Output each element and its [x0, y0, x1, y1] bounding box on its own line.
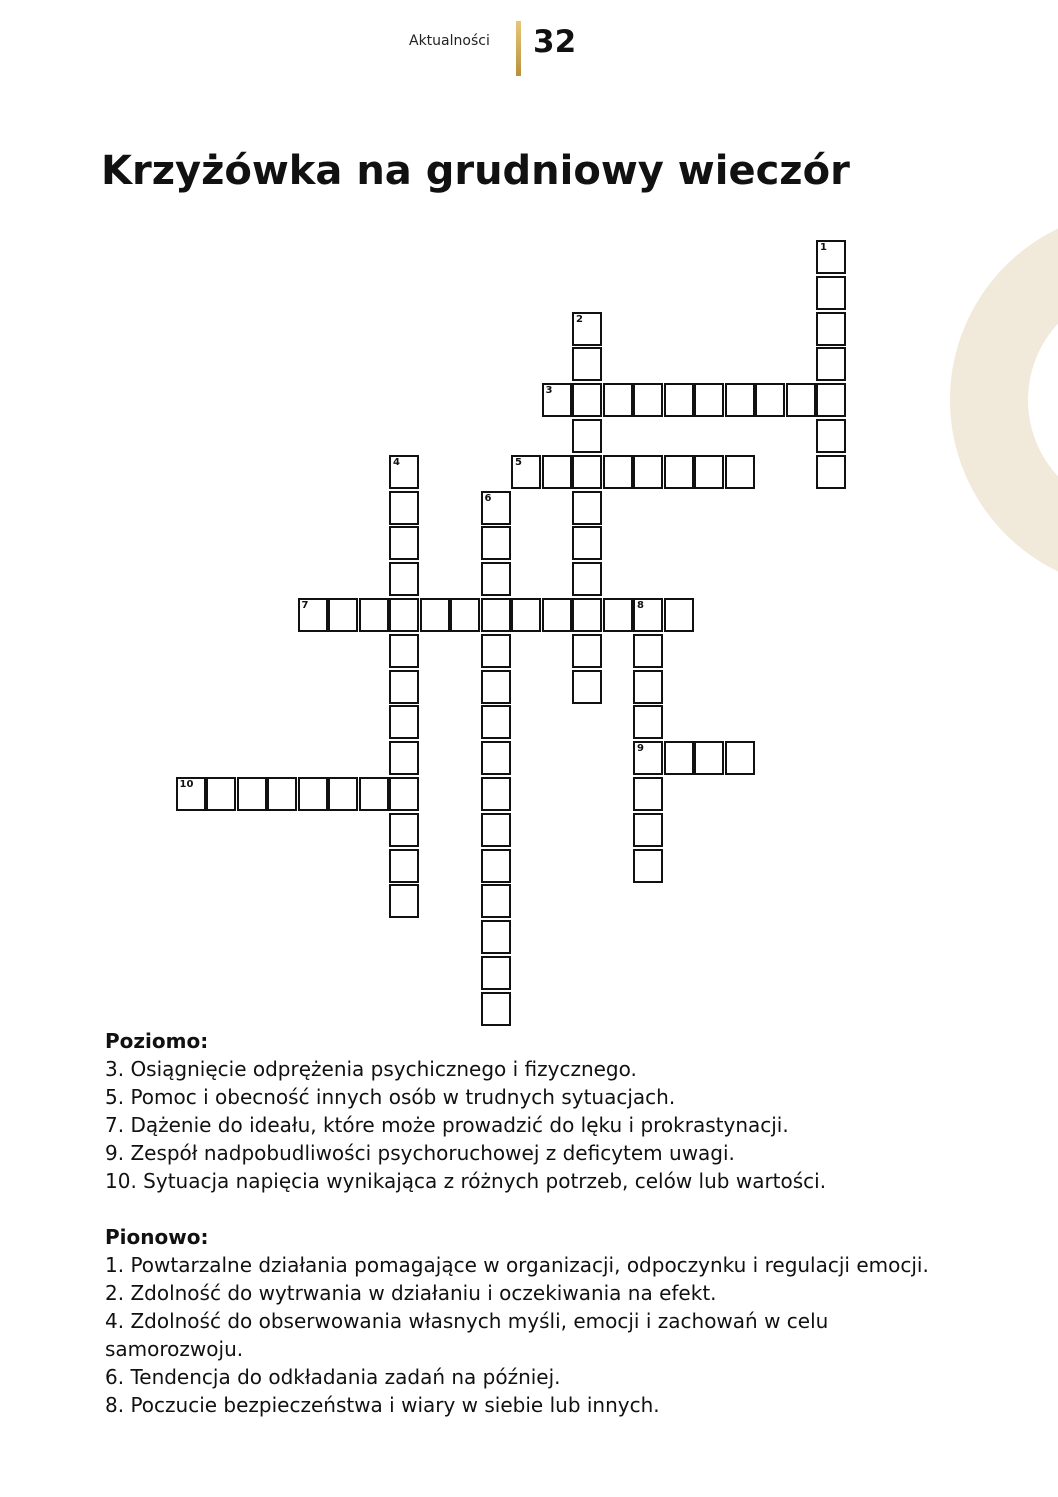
crossword-cell[interactable] — [572, 383, 602, 417]
crossword-cell[interactable] — [572, 347, 602, 381]
crossword-cell[interactable] — [572, 312, 602, 346]
crossword-cell[interactable] — [816, 419, 846, 453]
crossword-cell[interactable] — [176, 777, 206, 811]
across-clue-7: 7. Dążenie do ideału, które może prowadzić do lęku i prokrastynacji. — [105, 1113, 789, 1137]
crossword-cell[interactable] — [633, 455, 663, 489]
crossword-cell[interactable] — [633, 777, 663, 811]
across-clue-9: 9. Zespół nadpobudliwości psychoruchowej z deficytem uwagi. — [105, 1141, 735, 1165]
crossword-cell[interactable] — [206, 777, 236, 811]
crossword-cell[interactable] — [572, 455, 602, 489]
clue-number: 10 — [179, 779, 194, 790]
crossword-cell[interactable] — [267, 777, 297, 811]
crossword-cell[interactable] — [633, 383, 663, 417]
crossword-cell[interactable] — [328, 777, 358, 811]
crossword-cell[interactable] — [389, 491, 419, 525]
crossword-cell[interactable] — [237, 777, 267, 811]
crossword-cell[interactable] — [542, 455, 572, 489]
crossword-cell[interactable] — [511, 455, 541, 489]
crossword-cell[interactable] — [694, 741, 724, 775]
crossword-cell[interactable] — [359, 777, 389, 811]
crossword-cell[interactable] — [572, 419, 602, 453]
crossword-cell[interactable] — [389, 741, 419, 775]
down-clue-8: 8. Poczucie bezpieczeństwa i wiary w siebie lub innych. — [105, 1393, 660, 1417]
crossword-cell[interactable] — [481, 884, 511, 918]
crossword-cell[interactable] — [481, 670, 511, 704]
crossword-cell[interactable] — [725, 455, 755, 489]
crossword-cell[interactable] — [572, 526, 602, 560]
down-clue-1: 1. Powtarzalne działania pomagające w organizacji, odpoczynku i regulacji emocji. — [105, 1253, 929, 1277]
crossword-cell[interactable] — [359, 598, 389, 632]
crossword-cell[interactable] — [389, 455, 419, 489]
crossword-cell[interactable] — [572, 634, 602, 668]
page-title: Krzyżówka na grudniowy wieczór — [101, 148, 850, 194]
clue-number: 2 — [576, 313, 583, 325]
crossword-cell[interactable] — [298, 598, 328, 632]
crossword-cell[interactable] — [664, 383, 694, 417]
crossword-cell[interactable] — [481, 849, 511, 883]
crossword-cell[interactable] — [481, 634, 511, 668]
crossword-cell[interactable] — [633, 741, 663, 775]
crossword-cell[interactable] — [389, 884, 419, 918]
clue-number: 8 — [637, 600, 644, 611]
page-number: 32 — [533, 24, 577, 60]
down-clue-6: 6. Tendencja do odkładania zadań na później. — [105, 1365, 561, 1389]
crossword-cell[interactable] — [481, 920, 511, 954]
crossword-cell[interactable] — [481, 705, 511, 739]
clue-number: 7 — [301, 600, 309, 611]
clue-number: 5 — [515, 456, 522, 468]
crossword-cell[interactable] — [603, 598, 633, 632]
crossword-cell[interactable] — [542, 383, 572, 417]
crossword-cell[interactable] — [633, 598, 663, 632]
across-clue-10: 10. Sytuacja napięcia wynikająca z różnych potrzeb, celów lub wartości. — [105, 1169, 827, 1193]
crossword-cell[interactable] — [481, 777, 511, 811]
crossword-cell[interactable] — [816, 455, 846, 489]
clue-number: 9 — [637, 743, 644, 755]
crossword-cell[interactable] — [603, 383, 633, 417]
down-clue-2: 2. Zdolność do wytrwania w działaniu i oczekiwania na efekt. — [105, 1281, 717, 1305]
crossword-cell[interactable] — [816, 276, 846, 310]
crossword-cell[interactable] — [481, 992, 511, 1026]
crossword-cell[interactable] — [389, 849, 419, 883]
crossword-cell[interactable] — [633, 670, 663, 704]
crossword-cell[interactable] — [633, 705, 663, 739]
crossword-cell[interactable] — [816, 312, 846, 346]
crossword-cell[interactable] — [328, 598, 358, 632]
crossword-cell[interactable] — [633, 849, 663, 883]
crossword-cell[interactable] — [481, 491, 511, 525]
clue-number: 4 — [393, 456, 400, 468]
crossword-cell[interactable] — [481, 741, 511, 775]
across-clue-5: 5. Pomoc i obecność innych osób w trudnych sytuacjach. — [105, 1085, 676, 1109]
crossword-cell[interactable] — [481, 813, 511, 847]
crossword-cell[interactable] — [816, 383, 846, 417]
crossword-cell[interactable] — [603, 455, 633, 489]
crossword-cell[interactable] — [389, 777, 419, 811]
crossword-cell[interactable] — [450, 598, 480, 632]
crossword-cell[interactable] — [389, 813, 419, 847]
down-clue-4: 4. Zdolność do obserwowania własnych myśli, emocji i zachowań w celu samorozwoju. — [105, 1309, 829, 1361]
crossword-cell[interactable] — [725, 383, 755, 417]
crossword-cell[interactable] — [755, 383, 785, 417]
crossword-cell[interactable] — [633, 813, 663, 847]
crossword-cell[interactable] — [481, 956, 511, 990]
crossword-cell[interactable] — [481, 598, 511, 632]
crossword-cell[interactable] — [816, 240, 846, 274]
crossword-cell[interactable] — [420, 598, 450, 632]
across-clue-3: 3. Osiągnięcie odprężenia psychicznego i fizycznego. — [105, 1057, 637, 1081]
crossword-cell[interactable] — [572, 670, 602, 704]
crossword-cell[interactable] — [725, 741, 755, 775]
crossword-cell[interactable] — [481, 526, 511, 560]
crossword-cell[interactable] — [389, 526, 419, 560]
clue-number: 6 — [484, 492, 492, 504]
crossword-cell[interactable] — [572, 598, 602, 632]
crossword-cell[interactable] — [511, 598, 541, 632]
crossword-cell[interactable] — [389, 562, 419, 596]
across-heading: Poziomo: — [105, 1029, 209, 1053]
crossword-cell[interactable] — [664, 598, 694, 632]
crossword-cell[interactable] — [664, 741, 694, 775]
crossword-cell[interactable] — [542, 598, 572, 632]
crossword-cell[interactable] — [298, 777, 328, 811]
crossword-cell[interactable] — [389, 670, 419, 704]
crossword-cell[interactable] — [481, 562, 511, 596]
crossword-cell[interactable] — [786, 383, 816, 417]
crossword-cell[interactable] — [694, 455, 724, 489]
crossword-cell[interactable] — [816, 347, 846, 381]
crossword-cell[interactable] — [572, 562, 602, 596]
clue-number: 3 — [545, 385, 553, 397]
clue-number: 1 — [820, 242, 827, 253]
crossword-cell[interactable] — [572, 491, 602, 525]
crossword-cell[interactable] — [664, 455, 694, 489]
clues-section — [105, 1027, 965, 1419]
crossword-cell[interactable] — [389, 705, 419, 739]
crossword-cell[interactable] — [694, 383, 724, 417]
crossword-cell[interactable] — [633, 634, 663, 668]
header-section: Aktualności — [409, 33, 490, 49]
down-heading: Pionowo: — [105, 1225, 209, 1249]
crossword-cell[interactable] — [389, 634, 419, 668]
crossword-cell[interactable] — [389, 598, 419, 632]
